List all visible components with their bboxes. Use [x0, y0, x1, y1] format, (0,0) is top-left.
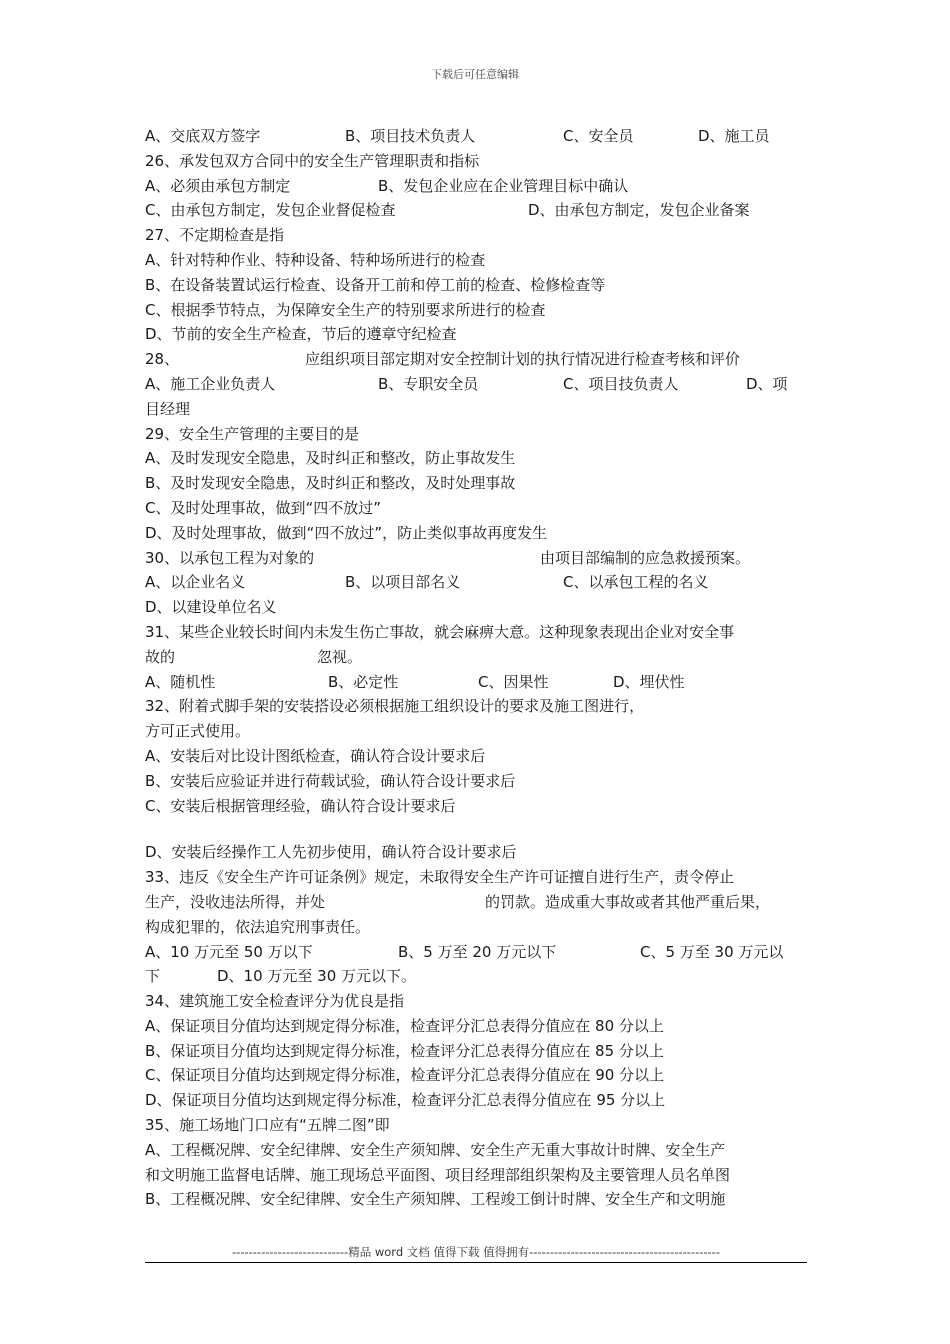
option-c: C、保证项目分值均达到规定得分标准，检查评分汇总表得分值应在 90 分以上 — [145, 1066, 665, 1085]
question-33: 33、违反《安全生产许可证条例》规定，未取得安全生产许可证擅自进行生产，责令停止 — [145, 868, 735, 887]
footer-rule — [145, 1262, 807, 1263]
option-d: D、由承包方制定，发包企业备案 — [528, 201, 750, 220]
option-d: D、项 — [746, 374, 788, 393]
question-31-cont — [145, 645, 810, 670]
option-a: A、工程概况牌、安全纪律牌、安全生产须知牌、安全生产无重大事故计时牌、安全生产 — [145, 1140, 726, 1159]
option-b: B、5 万至 20 万元以下 — [398, 942, 557, 961]
question-text: 故的 — [145, 647, 176, 666]
question-text: 30、以承包工程为对象的 — [145, 548, 315, 567]
option-a: A、保证项目分值均达到规定得分标准，检查评分汇总表得分值应在 80 分以上 — [145, 1016, 664, 1035]
options-row — [145, 940, 810, 965]
option-a-cont: 和文明施工监督电话牌、施工现场总平面图、项目经理部组织架构及主要管理人员名单图 — [145, 1165, 731, 1184]
option-a: A、必须由承包方制定 — [145, 176, 291, 195]
option-b: B、工程概况牌、安全纪律牌、安全生产须知牌、工程竣工倒计时牌、安全生产和文明施 — [145, 1190, 726, 1209]
option-a: A、随机性 — [145, 672, 216, 691]
options-row — [145, 174, 810, 199]
question-33-cont2: 构成犯罪的，依法追究刑事责任。 — [145, 917, 371, 936]
question-32: 32、附着式脚手架的安装搭设必须根据施工组织设计的要求及施工图进行， — [145, 697, 645, 716]
question-31: 31、某些企业较长时间内未发生伤亡事故，就会麻痹大意。这种现象表现出企业对安全事 — [145, 622, 735, 641]
question-27: 27、不定期检查是指 — [145, 226, 285, 245]
option-b: B、以项目部名义 — [345, 573, 461, 592]
option-c: C、因果性 — [478, 672, 549, 691]
option-b: B、及时发现安全隐患，及时纠正和整改，及时处理事故 — [145, 474, 516, 493]
option-b: B、保证项目分值均达到规定得分标准，检查评分汇总表得分值应在 85 分以上 — [145, 1041, 664, 1060]
option-a: A、安装后对比设计图纸检查，确认符合设计要求后 — [145, 746, 486, 765]
question-34: 34、建筑施工安全检查评分为优良是指 — [145, 992, 405, 1011]
question-text: 应组织项目部定期对安全控制计划的执行情况进行检查考核和评价 — [305, 350, 741, 369]
options-row — [145, 198, 810, 223]
option-c: C、安装后根据管理经验，确认符合设计要求后 — [145, 796, 456, 815]
option-d: D、10 万元至 30 万元以下。 — [217, 967, 417, 986]
option-a: A、以企业名义 — [145, 573, 246, 592]
option-d: D、节前的安全生产检查，节后的遵章守纪检查 — [145, 325, 457, 344]
question-35: 35、施工场地门口应有“五牌二图”即 — [145, 1116, 390, 1135]
options-row — [145, 124, 810, 149]
question-26: 26、承发包双方合同中的安全生产管理职责和指标 — [145, 151, 480, 170]
option-c: C、根据季节特点，为保障安全生产的特别要求所进行的检查 — [145, 300, 546, 319]
option-d: D、埋伏性 — [613, 672, 685, 691]
option-a: A、施工企业负责人 — [145, 374, 276, 393]
question-number: 28、 — [145, 350, 180, 369]
question-text-cont: 忽视。 — [317, 647, 363, 666]
page-header: 下载后可任意编辑 — [431, 68, 519, 81]
document-body — [145, 124, 810, 1212]
question-30 — [145, 546, 810, 571]
option-a: A、及时发现安全隐患，及时纠正和整改，防止事故发生 — [145, 449, 516, 468]
question-text: 生产，没收违法所得，并处 — [145, 892, 326, 911]
options-row — [145, 670, 810, 695]
option-d: D、施工员 — [698, 127, 770, 145]
option-c: C、由承包方制定，发包企业督促检查 — [145, 201, 396, 220]
question-32-cont: 方可正式使用。 — [145, 722, 251, 741]
option-b: B、安装后应验证并进行荷载试验，确认符合设计要求后 — [145, 771, 516, 790]
option-c: C、5 万至 30 万元以 — [640, 942, 784, 961]
question-text-cont: 的罚款。造成重大事故或者其他严重后果， — [485, 892, 771, 911]
option-d: D、安装后经操作工人先初步使用，确认符合设计要求后 — [145, 843, 517, 862]
question-28 — [145, 347, 810, 372]
option-a: A、针对特种作业、特种设备、特种场所进行的检查 — [145, 250, 486, 269]
option-c: C、以承包工程的名义 — [563, 573, 709, 592]
option-b: B、专职安全员 — [378, 374, 479, 393]
page-footer: ----------------------------精品 word 文档 值得下载 值得拥有---------------------------------------------- — [232, 1245, 720, 1259]
option-b: B、必定性 — [328, 672, 399, 691]
question-33-cont — [145, 890, 810, 915]
option-a: A、交底双方签字 — [145, 127, 261, 145]
option-b: B、在设备装置试运行检查、设备开工前和停工前的检查、检修检查等 — [145, 275, 606, 294]
option-b: B、发包企业应在企业管理目标中确认 — [378, 176, 629, 195]
option-b: B、项目技术负责人 — [345, 127, 476, 145]
option-d: D、保证项目分值均达到规定得分标准，检查评分汇总表得分值应在 95 分以上 — [145, 1091, 666, 1110]
question-29: 29、安全生产管理的主要目的是 — [145, 424, 360, 443]
options-row — [145, 372, 810, 397]
option-d: D、以建设单位名义 — [145, 598, 277, 617]
blank-gap — [145, 818, 810, 840]
option-a: A、10 万元至 50 万以下 — [145, 942, 313, 961]
option-c: C、及时处理事故，做到“四不放过” — [145, 498, 382, 517]
options-row — [145, 964, 810, 989]
option-d-cont: 目经理 — [145, 399, 191, 418]
option-d: D、及时处理事故，做到“四不放过”，防止类似事故再度发生 — [145, 523, 548, 542]
options-row — [145, 570, 810, 595]
option-c: C、安全员 — [563, 127, 634, 145]
question-text-cont: 由项目部编制的应急救援预案。 — [540, 548, 751, 567]
option-c: C、项目技负责人 — [563, 374, 679, 393]
option-c-cont: 下 — [145, 967, 161, 986]
